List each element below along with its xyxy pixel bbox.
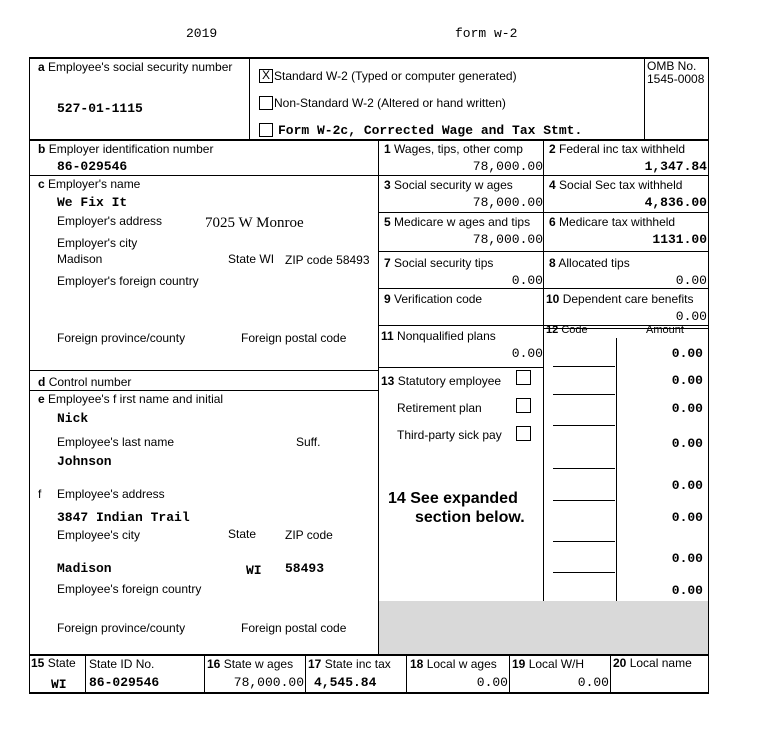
box-16-label: 16 State w ages [207,657,294,671]
employee-last-name-label: Employee's last name [57,435,175,449]
employee-address-value: 3847 Indian Trail [57,510,190,525]
divider [406,654,407,694]
divider [249,57,250,139]
box-d-label: d Control number [38,375,132,389]
box-a-label: a Employee's social security number [38,60,233,74]
divider [85,654,86,694]
box12-code-line [553,468,615,469]
employee-state-label: State [228,527,257,541]
divider [29,370,379,371]
nonstandard-w2-checkbox[interactable] [259,96,273,110]
employee-address-label: Employee's address [57,487,165,501]
employer-zip: ZIP code 58493 [285,253,370,267]
employee-foreign-postal-label: Foreign postal code [241,621,347,635]
employee-zip-label: ZIP code [285,528,333,542]
divider [29,654,709,656]
employer-address-label: Employer's address [57,214,162,228]
box-11-label: 11 Nonqualified plans [381,329,496,343]
omb-label: OMB No. [647,59,697,73]
standard-w2-checkbox[interactable]: X [259,69,273,83]
divider [543,139,544,601]
box-8-label: 8 Allocated tips [549,256,630,270]
corrected-w2c-checkbox[interactable] [259,123,273,137]
divider [378,139,379,654]
third-party-sick-pay-label: Third-party sick pay [397,428,502,442]
box-c-label: c Employer's name [38,177,141,191]
divider [29,139,709,141]
divider [378,212,709,213]
box-2-value: 1,347.84 [644,159,707,174]
box-1-label: 1 Wages, tips, other comp [384,142,523,156]
divider [29,175,379,176]
box-6-value: 1131.00 [652,232,707,247]
box12-code-line [553,541,615,542]
box-14-line1: 14 See expanded [388,490,518,507]
employee-suffix-label: Suff. [296,435,321,449]
box-19-label: 19 Local W/H [512,657,585,671]
omb-number: 1545-0008 [647,72,705,86]
retirement-plan-label: Retirement plan [397,401,482,415]
divider [378,288,709,289]
box-3-value: 78,000.00 [472,195,543,210]
box-15-label: 15 State [31,656,76,670]
box-18-label: 18 Local w ages [410,657,497,671]
box-19-value: 0.00 [577,675,609,690]
box-12-amount: 0.00 [671,510,703,525]
form-border-right [708,57,709,694]
divider [378,251,709,252]
form-border-top [29,57,709,59]
box-7-value: 0.00 [511,273,543,288]
divider [610,654,611,694]
box-17-label: 17 State inc tax [308,657,391,671]
employee-last-name-value: Johnson [57,454,112,469]
box-12-amount: 0.00 [671,346,703,361]
employer-address-value: 7025 W Monroe [205,215,304,231]
form-title: form w-2 [455,26,518,41]
ssn-value: 527-01-1115 [57,101,143,116]
box-12-amount-label: Amount [646,324,684,336]
box-17-value: 4,545.84 [314,675,377,690]
box12-code-line [553,394,615,395]
box-7-label: 7 Social security tips [384,256,494,270]
employer-foreign-postal-label: Foreign postal code [241,331,347,345]
box-12-amount: 0.00 [671,436,703,451]
statutory-employee-checkbox[interactable] [516,370,531,385]
tax-year: 2019 [186,26,218,41]
box-12-amount: 0.00 [671,551,703,566]
retirement-plan-checkbox[interactable] [516,398,531,413]
state-id-value: 86-029546 [89,675,160,690]
divider [644,57,645,139]
box-12-amount: 0.00 [671,478,703,493]
employee-foreign-country-label: Employee's foreign country [57,582,202,596]
employee-foreign-province-label: Foreign province/county [57,621,186,635]
box-2-label: 2 Federal inc tax withheld [549,142,686,156]
employer-ein-value: 86-029546 [57,159,128,174]
employer-name-value: We Fix It [57,195,128,210]
divider [378,367,544,368]
box12-code-line [553,366,615,367]
employee-first-name-value: Nick [57,411,89,426]
box-10-label: 10 Dependent care benefits [546,292,694,306]
box-12-amount: 0.00 [671,583,703,598]
box-e-label: e Employee's f irst name and initial [38,392,224,406]
box-10-value: 0.00 [675,309,707,324]
employer-city-label: Employer's city [57,236,138,250]
box12-code-line [553,572,615,573]
employee-city-label: Employee's city [57,528,140,542]
box-6-label: 6 Medicare tax withheld [549,215,676,229]
employee-state-value: WI [246,563,262,578]
divider [305,654,306,694]
form-border-bottom [29,692,709,694]
corrected-w2c-label: Form W-2c, Corrected Wage and Tax Stmt. [278,123,583,138]
box-3-label: 3 Social security w ages [384,178,513,192]
form-border-left [29,57,30,694]
box-f-prefix: f [38,487,42,501]
box-4-label: 4 Social Sec tax withheld [549,178,683,192]
box-20-label: 20 Local name [613,656,692,670]
standard-w2-label: Standard W-2 (Typed or computer generated) [274,69,517,83]
box12-code-line [553,500,615,501]
box-b-label: b Employer identification number [38,142,214,156]
box-16-value: 78,000.00 [233,675,304,690]
box-12-code-label: 12 Code [546,324,588,336]
box-11-value: 0.00 [511,346,543,361]
employee-city-value: Madison [57,561,112,576]
box-18-value: 0.00 [476,675,508,690]
employer-state: State WI [228,252,275,266]
shaded-area [379,601,708,654]
box12-code-line [553,425,615,426]
box-12-amount: 0.00 [671,401,703,416]
box-1-value: 78,000.00 [472,159,543,174]
employer-foreign-province-label: Foreign province/county [57,331,186,345]
divider [378,175,709,176]
box-13-statutory-label: 13 Statutory employee [381,374,502,388]
third-party-sick-pay-checkbox[interactable] [516,426,531,441]
box-9-label: 9 Verification code [384,292,483,306]
divider [509,654,510,694]
box-15-state-value: WI [51,677,67,692]
employer-foreign-country-label: Employer's foreign country [57,274,199,288]
divider [204,654,205,694]
divider [29,390,379,391]
state-id-label: State ID No. [89,657,155,671]
box-8-value: 0.00 [675,273,707,288]
employee-zip-value: 58493 [285,561,325,576]
box-5-label: 5 Medicare w ages and tips [384,215,531,229]
nonstandard-w2-label: Non-Standard W-2 (Altered or hand written) [274,96,506,110]
box-12-amount: 0.00 [671,373,703,388]
employer-city-value: Madison [57,252,103,266]
box-14-line2: section below. [415,509,525,526]
box-4-value: 4,836.00 [644,195,707,210]
box-5-value: 78,000.00 [472,232,543,247]
